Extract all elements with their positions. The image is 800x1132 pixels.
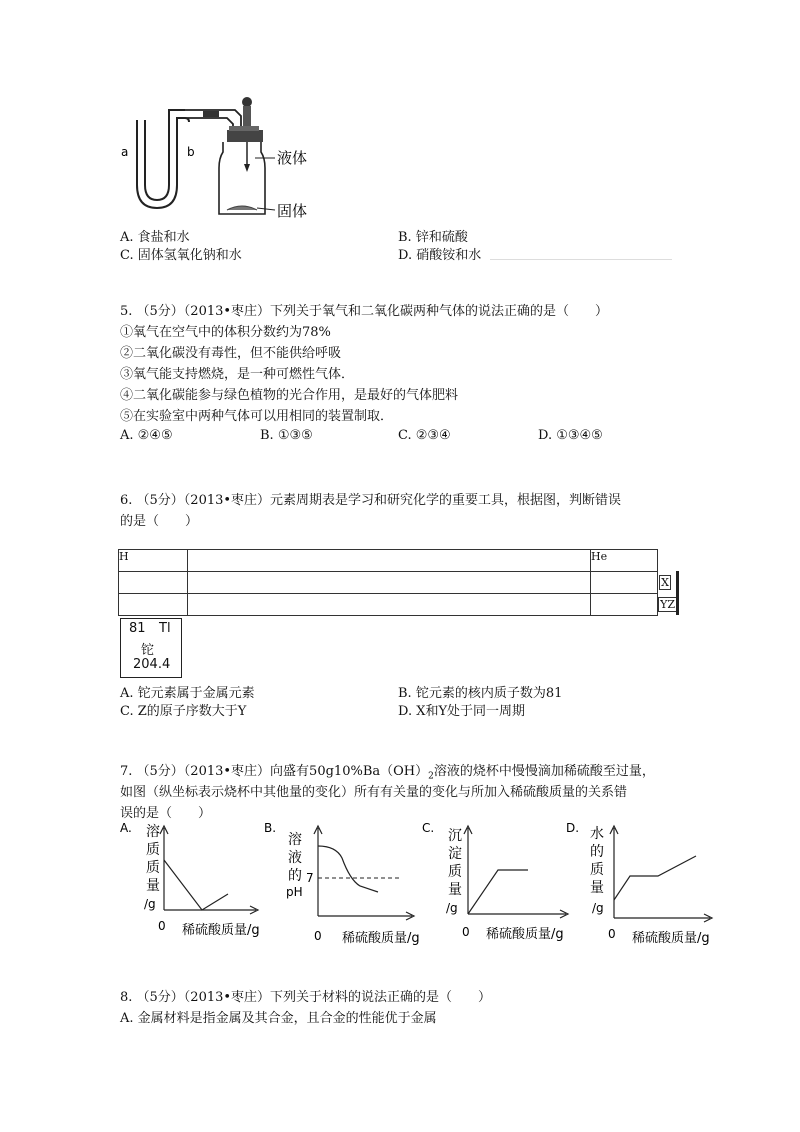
q6-option-a: A. 铊元素属于金属元素 bbox=[120, 686, 255, 701]
graph-b-ylabel-4: pH bbox=[286, 885, 303, 899]
graph-c-ylabel-3: 质 bbox=[448, 864, 462, 880]
q5-option-c: C. ②③④ bbox=[398, 428, 451, 443]
pt-cell-x: X bbox=[661, 576, 669, 589]
graph-c-ylabel-2: 淀 bbox=[448, 846, 462, 862]
graph-a-ylabel-2: 质 bbox=[146, 842, 160, 858]
graph-b-ylabel-1: 溶 bbox=[288, 832, 302, 848]
periodic-table-fragment bbox=[118, 549, 675, 616]
q7-graph-a bbox=[118, 820, 268, 945]
q4-option-c: C. 固体氢氧化钠和水 bbox=[120, 248, 242, 263]
q5-option-a: A. ②④⑤ bbox=[120, 428, 173, 443]
q7-graph-c bbox=[420, 820, 580, 950]
pt-right-bar bbox=[676, 571, 679, 615]
graph-c-ylabel-5: /g bbox=[446, 901, 458, 915]
q4-apparatus-figure bbox=[115, 90, 335, 220]
graph-b-ylabel-3: 的 bbox=[288, 868, 302, 884]
graph-d-ylabel-3: 质 bbox=[590, 862, 604, 878]
graph-a-ylabel-4: 量 bbox=[146, 878, 160, 894]
graph-b-origin: 0 bbox=[314, 929, 322, 943]
q7-stem-line3: 误的是（ ） bbox=[120, 806, 212, 821]
q5-statement-1: ①氧气在空气中的体积分数约为78% bbox=[120, 325, 331, 340]
q5-option-b: B. ①③⑤ bbox=[260, 428, 313, 443]
q6-option-d: D. X和Y处于同一周期 bbox=[398, 704, 526, 719]
graph-c-curve bbox=[468, 870, 528, 914]
element-card-thallium bbox=[120, 618, 182, 678]
divider-line bbox=[490, 259, 672, 260]
graph-a-curve bbox=[164, 860, 228, 910]
graph-a-ylabel-3: 质 bbox=[146, 860, 160, 876]
q4-option-b: B. 锌和硫酸 bbox=[398, 230, 468, 245]
graph-d-origin: 0 bbox=[608, 927, 616, 941]
q5-stem: 5. （5分）（2013•枣庄）下列关于氧气和二氧化碳两种气体的说法正确的是（ ） bbox=[120, 304, 609, 319]
q4-option-a: A. 食盐和水 bbox=[120, 230, 190, 245]
graph-a-xlabel: 稀硫酸质量/g bbox=[182, 923, 260, 938]
graph-d-ylabel-5: /g bbox=[592, 901, 604, 915]
graph-d-ylabel-1: 水 bbox=[590, 826, 604, 842]
fig-label-solid: 固体 bbox=[277, 202, 308, 220]
graph-c-xlabel: 稀硫酸质量/g bbox=[486, 927, 564, 942]
q7-stem-line2: 如图（纵坐标表示烧杯中其他量的变化）所有有关量的变化与所加入稀硫酸质量的关系错 bbox=[120, 785, 628, 800]
element-number: 81 bbox=[129, 621, 146, 636]
element-symbol: Tl bbox=[159, 621, 171, 636]
q6-option-c: C. Z的原子序数大于Y bbox=[120, 704, 247, 719]
pt-cell-he: He bbox=[591, 550, 608, 563]
graph-d-curve bbox=[614, 856, 696, 900]
fig-label-liquid: 液体 bbox=[277, 149, 308, 167]
graph-b-ylabel-2: 液 bbox=[288, 850, 302, 866]
graph-c-letter: C. bbox=[422, 821, 435, 835]
fig-label-a: a bbox=[121, 145, 129, 159]
q8-stem: 8. （5分）（2013•枣庄）下列关于材料的说法正确的是（ ） bbox=[120, 990, 492, 1005]
q5-option-d: D. ①③④⑤ bbox=[538, 428, 603, 443]
q4-option-d: D. 硝酸铵和水 bbox=[398, 248, 482, 263]
q6-stem-line2: 的是（ ） bbox=[120, 514, 199, 529]
q5-statement-2: ②二氧化碳没有毒性，但不能供给呼吸 bbox=[120, 346, 342, 361]
q5-statement-5: ⑤在实验室中两种气体可以用相同的装置制取． bbox=[120, 409, 394, 424]
pt-cell-yz bbox=[658, 597, 677, 612]
graph-d-ylabel-4: 量 bbox=[590, 880, 604, 896]
graph-d-letter: D. bbox=[566, 821, 580, 835]
pt-cell-y: Y bbox=[660, 598, 668, 611]
q5-statement-3: ③氧气能支持燃烧，是一种可燃性气体． bbox=[120, 367, 355, 382]
q6-option-b: B. 铊元素的核内质子数为81 bbox=[398, 686, 563, 701]
q7-stem-a: 7. （5分）（2013•枣庄）向盛有50g10%Ba（OH） bbox=[120, 764, 429, 779]
graph-c-origin: 0 bbox=[462, 925, 470, 939]
graph-b-seven: 7 bbox=[306, 871, 314, 885]
q7-stem-sub: 2 bbox=[428, 771, 434, 782]
q5-statement-4: ④二氧化碳能参与绿色植物的光合作用，是最好的气体肥料 bbox=[120, 388, 459, 403]
q7-graph-d bbox=[564, 820, 724, 950]
fig-label-b: b bbox=[187, 145, 195, 159]
q7-graph-b bbox=[262, 820, 422, 950]
pt-cell-z: Z bbox=[667, 598, 675, 611]
q6-stem-line1: 6. （5分）（2013•枣庄）元素周期表是学习和研究化学的重要工具，根据图，判断错误 bbox=[120, 493, 622, 508]
graph-d-ylabel-2: 的 bbox=[590, 844, 604, 860]
graph-c-ylabel-1: 沉 bbox=[448, 828, 462, 844]
q8-option-a: A. 金属材料是指金属及其合金，且合金的性能优于金属 bbox=[120, 1011, 437, 1026]
graph-a-letter: A. bbox=[120, 821, 132, 835]
graph-c-ylabel-4: 量 bbox=[448, 882, 462, 898]
q7-stem-b: 溶液的烧杯中慢慢滴加稀硫酸至过量， bbox=[433, 764, 655, 779]
graph-d-xlabel: 稀硫酸质量/g bbox=[632, 931, 710, 946]
graph-b-xlabel: 稀硫酸质量/g bbox=[342, 931, 420, 946]
element-name: 铊 bbox=[141, 643, 155, 658]
graph-b-letter: B. bbox=[264, 821, 277, 835]
element-mass: 204.4 bbox=[133, 657, 171, 672]
graph-a-origin: 0 bbox=[158, 919, 166, 933]
graph-a-ylabel-5: /g bbox=[144, 897, 156, 911]
pt-cell-h: H bbox=[119, 550, 129, 563]
graph-b-curve bbox=[318, 846, 378, 892]
graph-a-ylabel-1: 溶 bbox=[146, 824, 160, 840]
